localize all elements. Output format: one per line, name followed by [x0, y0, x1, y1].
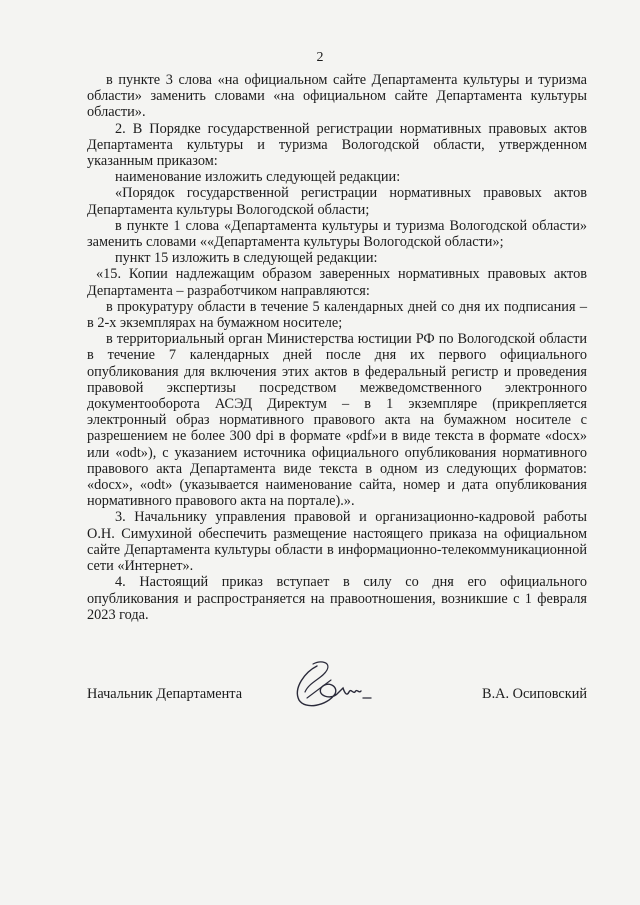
paragraph-point15-text: «15. Копии надлежащим образом заверенных нормативных правовых актов Департамента – разработчиком направляются:	[87, 266, 587, 299]
paragraph-prosecutor: в прокуратуру области в течение 5 календарных дней со дня их подписания – в 2-х экземплярах на бумажном носителе;	[87, 298, 587, 332]
signatory-title: Начальник Департамента	[87, 686, 243, 702]
paragraph-item-4: 4. Настоящий приказ вступает в силу со дня его официального опубликования и распространяется на правоотношения, возникшие с 1 февраля 2023 года.	[87, 574, 587, 623]
paragraph-item-3: 3. Начальнику управления правовой и организационно-кадровой работы О.Н. Симухиной обеспечить размещение настоящего приказа на официальном сайте Департамента культуры области в информационно-телекоммуникационной сети «Интернет».	[87, 509, 587, 575]
document-body	[87, 72, 587, 623]
paragraph-point15-intro: пункт 15 изложить в следующей редакции:	[115, 250, 378, 267]
paragraph-point1-replacement: в пункте 1 слова «Департамента культуры и туризма Вологодской области» заменить словами ««Департамента культуры Вологодской области»;	[87, 217, 587, 251]
paragraph-title-edit: наименование изложить следующей редакции:	[115, 169, 401, 186]
paragraph-new-title: «Порядок государственной регистрации нормативных правовых актов Департамента культуры Вологодской области;	[87, 185, 587, 218]
signatory-name: В.А. Осиповский	[482, 686, 587, 702]
signature-block	[87, 676, 587, 736]
paragraph-item-2: 2. В Порядке государственной регистрации нормативных правовых актов Департамента культуры и туризма Вологодской области, утвержденном указанным приказом:	[87, 120, 587, 170]
handwritten-signature	[287, 658, 377, 713]
paragraph-point3-replacement: в пункте 3 слова «на официальном сайте Департамента культуры и туризма области» заменить словами «на официальном сайте Департамента культуры области».	[87, 72, 587, 121]
page-number: 2	[316, 50, 324, 65]
paragraph-ministry-of-justice: в территориальный орган Министерства юстиции РФ по Вологодской области в течение 7 календарных дней после дня их первого официального опубликования для включения этих актов в федеральный регистр и проведения правовой экспертизы посредством межведомственного электронного документооборота АСЭД Директум – в 1 экземпляре (прикрепляется электронный образ нормативного правового акта на бумажном носителе с разрешением не более 300 dpi в формате «pdf»и в виде текста в формате «docx» или «odt»), с указанием источника официального опубликования нормативного правового акта Департамента виде текста в одном из следующих форматов: «docx», «odt» (указывается наименование сайта, номер и дата опубликования нормативного правового акта на портале).».	[87, 331, 587, 510]
